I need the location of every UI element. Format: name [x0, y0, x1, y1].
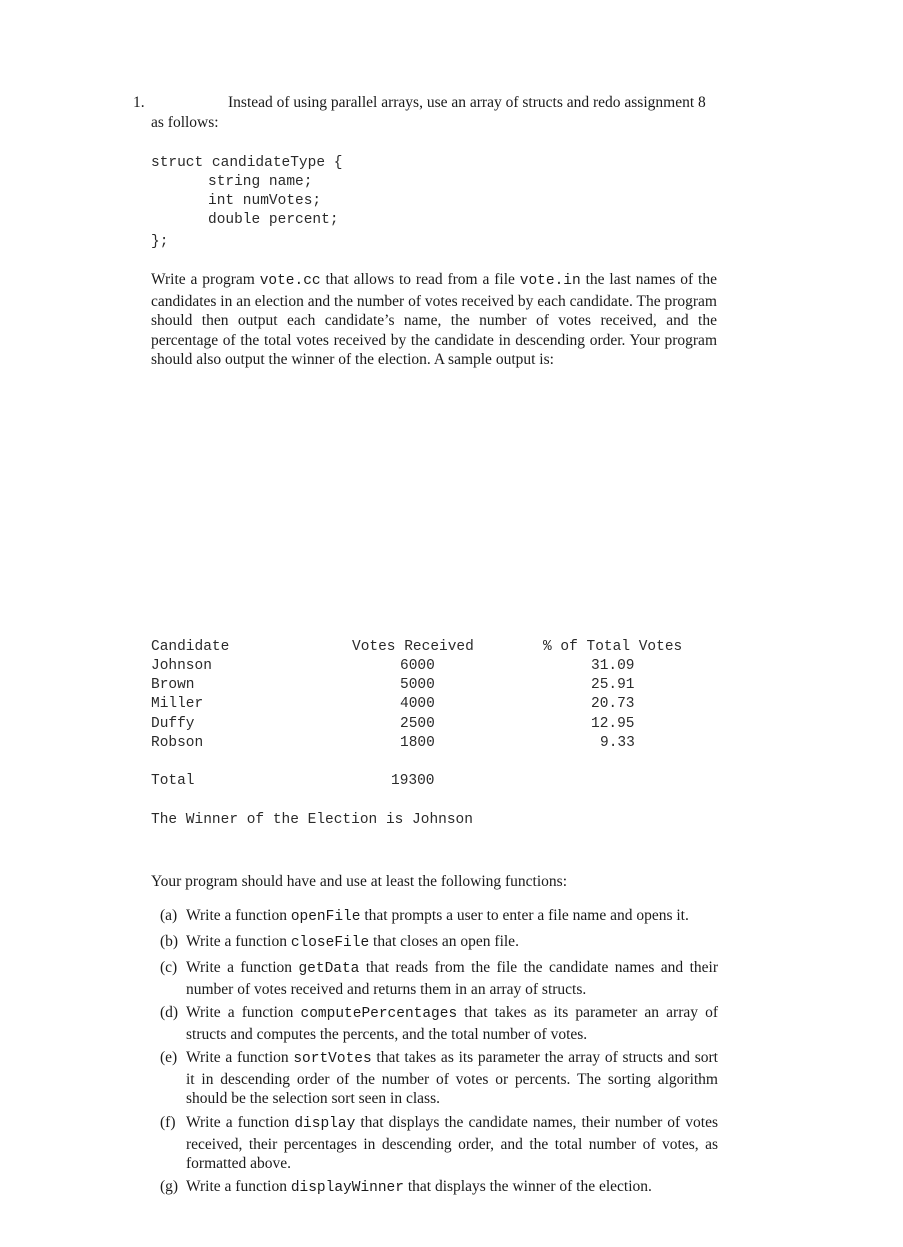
function-name: display [294, 1116, 356, 1132]
list-item [160, 958, 718, 999]
item-label: (f) [160, 1114, 176, 1131]
row-name: Brown [151, 677, 195, 693]
item-label: (c) [160, 959, 178, 976]
problem-intro-line1: Instead of using parallel arrays, use an array of structs and redo assignment 8 [228, 94, 706, 111]
item-label: (b) [160, 933, 179, 950]
item-label: (e) [160, 1049, 178, 1066]
row-name: Robson [151, 735, 204, 751]
total-label: Total [151, 773, 195, 789]
item-label: (g) [160, 1178, 179, 1195]
list-item [160, 932, 718, 954]
row-percent: 20.73 [591, 696, 635, 712]
row-percent: 9.33 [600, 735, 635, 751]
problem-number: 1. [133, 94, 145, 111]
header-votes-received: Votes Received [352, 639, 474, 655]
row-votes: 1800 [400, 735, 435, 751]
row-votes: 5000 [400, 677, 435, 693]
code-line: int numVotes; [208, 193, 322, 209]
description-text: the last names of the candidates in an election and the number of votes received by each candidate. The program should then output each candidate’s name, the number of votes received, and the percentage of the total votes received by the candidate in descending order. Your program should also output the winner of the election. A sample output is: [151, 271, 717, 368]
list-item [160, 1003, 718, 1044]
item-text: Write a function displayWinner that displays the winner of the election. [186, 1178, 652, 1196]
total-value: 19300 [391, 773, 435, 789]
item-label: (a) [160, 907, 178, 924]
function-name: sortVotes [293, 1051, 372, 1067]
list-item [160, 906, 718, 928]
winner-line: The Winner of the Election is Johnson [151, 812, 473, 828]
row-votes: 2500 [400, 716, 435, 732]
list-item [160, 1113, 718, 1174]
row-name: Miller [151, 696, 204, 712]
header-candidate: Candidate [151, 639, 230, 655]
list-item [160, 1048, 718, 1109]
header-percent-total: % of Total Votes [543, 639, 683, 655]
item-text: Write a function getData that reads from the file the candidate names and their number of votes received and returns them in an array of structs. [186, 959, 718, 998]
function-name: computePercentages [300, 1006, 458, 1022]
description-text: that allows to read from a file [320, 271, 520, 288]
item-text: Write a function display that displays the candidate names, their number of votes received, their percentages in descending order, and the total number of votes, as formatted above. [186, 1114, 718, 1172]
function-name: openFile [290, 909, 361, 925]
inline-code-filename: vote.cc [259, 273, 321, 289]
code-line: double percent; [208, 212, 339, 228]
code-line: struct candidateType { [151, 155, 343, 171]
problem-intro-line2: as follows: [151, 114, 219, 131]
item-text: Write a function closeFile that closes an open file. [186, 933, 519, 951]
code-line: }; [151, 234, 169, 250]
code-line: string name; [208, 174, 313, 190]
inline-code-input-file: vote.in [519, 273, 581, 289]
description-paragraph [151, 270, 717, 370]
item-text: Write a function openFile that prompts a user to enter a file name and opens it. [186, 907, 689, 925]
row-votes: 4000 [400, 696, 435, 712]
item-text: Write a function computePercentages that takes as its parameter an array of structs and computes the percents, and the total number of votes. [186, 1004, 718, 1043]
item-text: Write a function sortVotes that takes as its parameter the array of structs and sort it in descending order of the number of votes or percents. The sorting algorithm should be the selection sort seen in class. [186, 1049, 718, 1107]
row-name: Johnson [151, 658, 212, 674]
functions-intro: Your program should have and use at least the following functions: [151, 873, 567, 890]
function-name: displayWinner [290, 1180, 404, 1196]
row-votes: 6000 [400, 658, 435, 674]
description-text: Write a program [151, 271, 260, 288]
function-name: getData [298, 961, 360, 977]
list-item [160, 1177, 718, 1199]
row-name: Duffy [151, 716, 195, 732]
row-percent: 31.09 [591, 658, 635, 674]
function-name: closeFile [290, 935, 370, 951]
item-label: (d) [160, 1004, 179, 1021]
row-percent: 25.91 [591, 677, 635, 693]
row-percent: 12.95 [591, 716, 635, 732]
